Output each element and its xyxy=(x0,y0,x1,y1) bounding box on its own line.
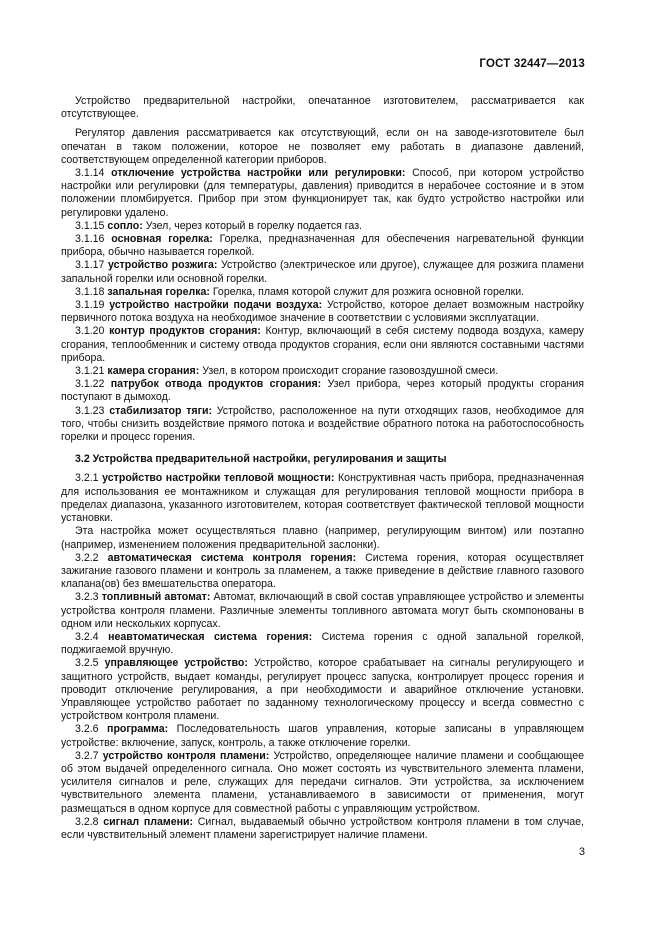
definition-paragraph xyxy=(61,816,584,842)
definition-paragraph xyxy=(61,299,584,325)
definition-text: Система горения с одной запальной горелкой, поджигаемой вручную. xyxy=(61,630,584,657)
definition-paragraph xyxy=(61,220,584,233)
definition-paragraph xyxy=(61,286,584,299)
term: сопло: xyxy=(107,219,143,232)
definition-text: Устройство, определяющее наличие пламени и сообщающее об этом выдачей определенного сигнала. Оно может состоять из чувствительного элемента пламени, усилителя сигналов и реле, служащих для передачи сигналов. Эти устройства, за исключением чувствительного элемента пламени, устанавливаемого в зависимости от применения, могут размещаться в одном корпусе для совместной работы с управляющим устройством. xyxy=(61,749,584,815)
clause-number: 3.2.7 xyxy=(75,749,99,762)
term: отключение устройства настройки или регулировки: xyxy=(111,167,406,180)
term: патрубок отвода продуктов сгорания: xyxy=(110,378,322,391)
definition-text: Система горения, которая осуществляет зажигание газового пламени и контроль за пламенем, а также приведение в действие главного газового клапана(ов) без вмешательства оператора. xyxy=(61,551,585,591)
clause-number: 3.2.4 xyxy=(75,630,99,643)
term: устройство розжига: xyxy=(108,259,218,272)
clause-number: 3.1.17 xyxy=(75,259,105,272)
term: программа: xyxy=(107,723,169,736)
clause-number: 3.1.23 xyxy=(75,404,105,417)
clause-number: 3.1.21 xyxy=(75,365,105,378)
definition-paragraph xyxy=(61,472,584,525)
definition-paragraph xyxy=(61,723,584,749)
definition-text: Устройство (электрическое или другое), служащее для розжига пламени запальной горелки или основной горелки. xyxy=(61,259,584,285)
clause-number: 3.1.22 xyxy=(75,378,105,391)
section-heading: 3.2 Устройства предварительной настройки, регулирования и защиты xyxy=(75,453,447,466)
clause-number: 3.1.18 xyxy=(75,285,105,298)
term: устройство настройки тепловой мощности: xyxy=(102,472,335,485)
definition-text: Узел прибора, через который продукты сгорания поступают в дымоход. xyxy=(61,378,585,404)
definition-text: Конструктивная часть прибора, предназначенная для использования ее монтажником и служащая для регулирования тепловой мощности прибора в пределах диапазона, указанного изготовителем, которая соответствует фактической тепловой мощности установки. xyxy=(61,472,584,525)
clause-number: 3.1.14 xyxy=(75,167,105,180)
definition-text: Сигнал, выдаваемый обычно устройством контроля пламени в том случае, если чувствительный элемент пламени зарегистрирует наличие пламени. xyxy=(61,815,584,841)
definition-text: Устройство предварительной настройки, опечатанное изготовителем, рассматривается как отсутствующее. xyxy=(61,95,584,121)
clause-number: 3.1.19 xyxy=(75,299,105,312)
definition-paragraph xyxy=(61,750,584,816)
term: основная горелка: xyxy=(111,233,213,246)
term: запальная горелка: xyxy=(107,285,210,298)
definition-paragraph xyxy=(61,552,584,592)
term: камера сгорания: xyxy=(107,365,200,378)
text-paragraph xyxy=(61,95,584,121)
definition-text: Узел, в котором происходит сгорание газовоздушной смеси. xyxy=(202,365,499,378)
term: управляющее устройство: xyxy=(104,657,248,670)
term: автоматическая система контроля горения: xyxy=(107,551,357,564)
clause-number: 3.1.20 xyxy=(75,325,105,338)
definition-text: Устройство, расположенное на пути отходящих газов, необходимое для того, чтобы снизить воздействие прямого потока и воздействие обратного потока на работоспособность горелки и процесс горения. xyxy=(61,404,584,444)
definition-paragraph xyxy=(61,378,584,404)
definition-text: Контур, включающий в себя систему подвода воздуха, камеру сгорания, теплообменник и систему отвода продуктов сгорания, если они являются составными частями прибора. xyxy=(61,325,584,364)
definition-paragraph xyxy=(61,365,584,378)
definition-text: Автомат, включающий в свой состав управляющее устройство и элементы устройства контроля пламени. Различные элементы топливного автомата могут быть скомпонованы в одном или нескольких корпусах. xyxy=(61,591,585,630)
definition-paragraph xyxy=(61,591,584,631)
definition-text: Устройство, которое делает возможным настройку первичного потока воздуха на необходимое значение в соответствии с условиями эксплуатации. xyxy=(61,299,584,325)
clause-number: 3.1.16 xyxy=(75,233,105,246)
term: контур продуктов сгорания: xyxy=(109,325,261,338)
document-header: ГОСТ 32447—2013 xyxy=(479,58,585,70)
definition-text: Эта настройка может осуществляться плавно (например, регулирующим винтом) или поэтапно (например, изменением положения предварительной заслонки). xyxy=(61,525,584,551)
definition-paragraph xyxy=(61,259,584,285)
term: устройство контроля пламени: xyxy=(102,749,270,762)
term: топливный автомат: xyxy=(101,591,211,604)
term: неавтоматическая система горения: xyxy=(108,630,313,643)
page-number: 3 xyxy=(578,846,585,858)
definitions-3-1 xyxy=(61,95,584,444)
definition-text: Регулятор давления рассматривается как отсутствующий, если он на заводе-изготовителе был опечатан в таком положении, которое не позволяет ему работать в диапазоне давлений, соответствующем определенной категории приборов. xyxy=(61,127,584,166)
document-body xyxy=(61,95,584,842)
clause-number: 3.1.15 xyxy=(75,219,105,232)
definition-text: Горелка, пламя которой служит для розжига основной горелки. xyxy=(212,285,525,298)
clause-number: 3.2.6 xyxy=(75,723,99,736)
clause-number: 3.2.3 xyxy=(75,591,99,604)
clause-number: 3.2.2 xyxy=(75,551,99,564)
term: сигнал пламени: xyxy=(103,815,194,828)
definition-text: Способ, при котором устройство настройки или регулировки (для температуры, давления) приводится в нерабочее состояние и в этом положении пломбируется. Прибор при этом функционирует так, как будто устройство настройки или регулировки удалено. xyxy=(61,167,584,219)
definitions-3-2 xyxy=(61,472,584,842)
definition-text: Устройство, которое срабатывает на сигналы регулирующего и защитного устройств, выдает команды, регулирует процесс запуска, контролирует процесс горения и проводит отключение регулирования, а при необходимости и аварийное отключение установки. Управляющее устройство работает по заданному технологическому процессу и всегда совместно с устройством контроля пламени. xyxy=(61,657,585,723)
definition-paragraph xyxy=(61,405,584,445)
text-paragraph xyxy=(61,525,584,551)
definition-paragraph xyxy=(61,631,584,657)
definition-paragraph xyxy=(61,167,584,220)
definition-paragraph xyxy=(61,325,584,365)
text-paragraph xyxy=(61,127,584,167)
definition-text: Последовательность шагов управления, которые записаны в управляющем устройстве: включение, запуск, контроль, а также отключение горелки. xyxy=(61,723,584,749)
clause-number: 3.2.8 xyxy=(75,815,99,828)
definition-paragraph xyxy=(61,657,584,723)
definition-text: Горелка, предназначенная для обеспечения нагревательной функции прибора, обычно называется горелкой. xyxy=(61,233,584,259)
definition-text: Узел, через который в горелку подается газ. xyxy=(145,219,363,232)
clause-number: 3.2.5 xyxy=(75,657,99,670)
clause-number: 3.2.1 xyxy=(75,472,99,485)
term: устройство настройки подачи воздуха: xyxy=(109,299,323,312)
definition-paragraph xyxy=(61,233,584,259)
term: стабилизатор тяги: xyxy=(109,404,213,417)
